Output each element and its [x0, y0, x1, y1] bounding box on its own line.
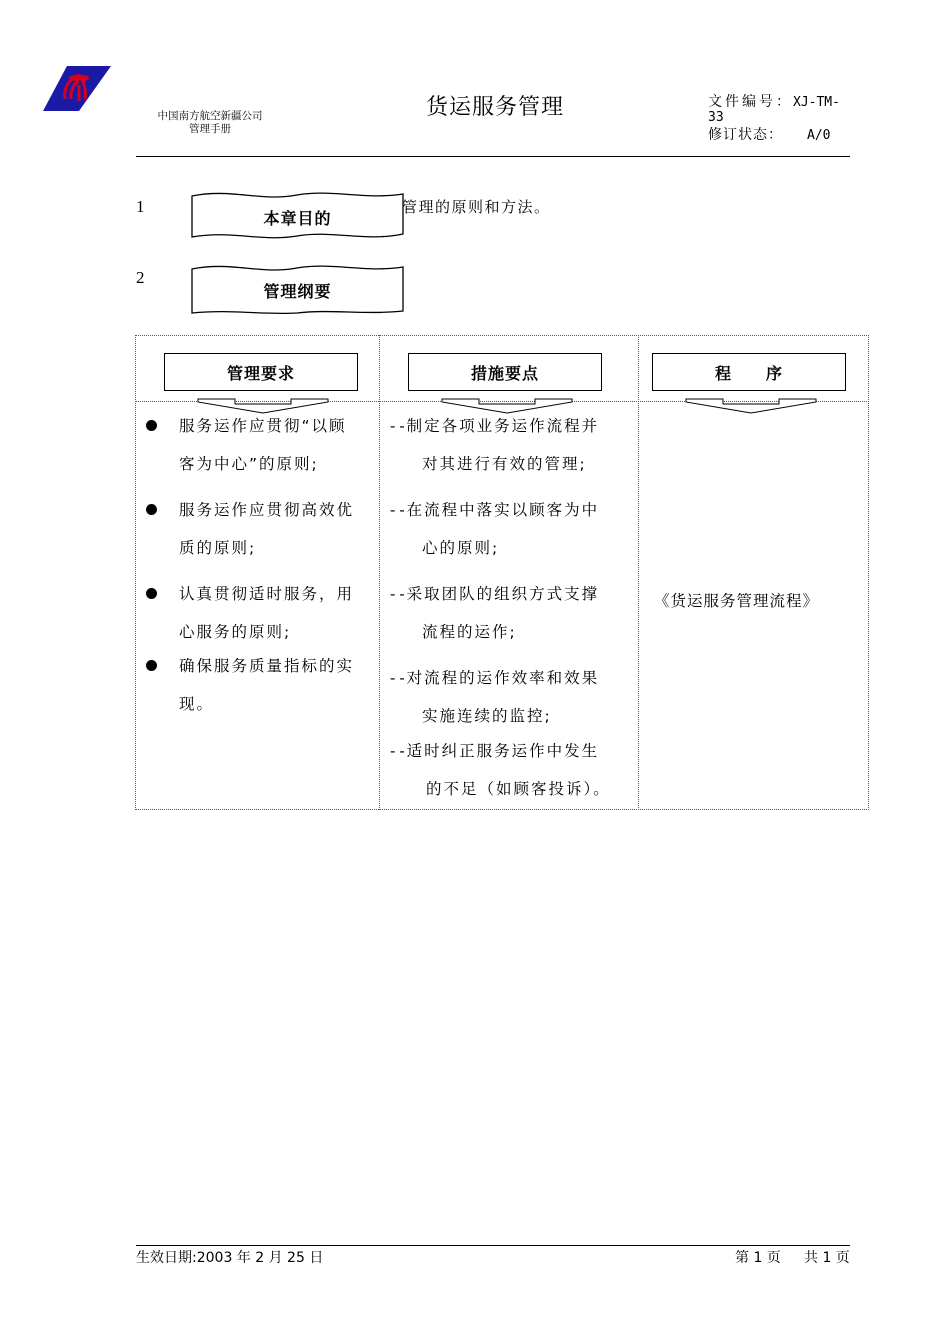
section-2-number: 2 — [136, 268, 145, 287]
doc-number-wrap: 33 — [708, 110, 724, 125]
doc-number-label: 文件编号： — [708, 94, 793, 110]
page-number: 第 1 页 — [735, 1250, 781, 1266]
list-item: --采取团队的组织方式支撑 流程的运作; — [388, 585, 600, 641]
document-title: 货运服务管理 — [425, 95, 564, 120]
revision-status — [708, 127, 830, 144]
list-item: --适时纠正服务运作中发生 的不足（如顾客投诉）。 — [388, 742, 611, 798]
revision-value: A/0 — [807, 128, 831, 143]
section-1-text: 管理的原则和方法。 — [402, 198, 551, 216]
section-1-number: 1 — [136, 197, 145, 216]
table-divider-2 — [638, 335, 639, 810]
bullet-icon — [146, 588, 157, 599]
procedure-reference: 《货运服务管理流程》 — [654, 592, 820, 610]
header-measures: 措施要点 — [408, 353, 602, 391]
arrow-down-icon — [685, 398, 817, 414]
header-procedure: 程 序 — [652, 353, 846, 391]
header-requirements: 管理要求 — [164, 353, 358, 391]
list-item: --对流程的运作效率和效果 实施连续的监控; — [388, 669, 600, 725]
header-rule — [136, 156, 850, 157]
footer-rule — [136, 1245, 850, 1246]
company-name — [140, 110, 280, 136]
section-1-label: 本章目的 — [263, 209, 332, 228]
company-line1: 中国南方航空新疆公司 — [157, 110, 263, 122]
measures-list — [388, 407, 638, 807]
page-total: 共 1 页 — [804, 1250, 850, 1266]
airline-logo — [43, 63, 111, 113]
requirements-list: 服务运作应贯彻“以顾 客为中心”的原则; 服务运作应贯彻高效优 质的原则; 认真贯彻适时服务，用 心服务的原则; 确保服务质量指标的实 现。 — [146, 407, 376, 727]
bullet-icon — [146, 420, 157, 431]
doc-number — [708, 94, 840, 111]
bullet-icon — [146, 660, 157, 671]
effective-date: 生效日期:2003 年 2 月 25 日 — [136, 1250, 324, 1266]
revision-label: 修订状态： — [708, 127, 783, 143]
company-line2: 管理手册 — [189, 123, 231, 135]
section-2-label: 管理纲要 — [263, 282, 332, 301]
list-item: --制定各项业务运作流程并 对其进行有效的管理; — [388, 417, 600, 473]
list-item: --在流程中落实以顾客为中 心的原则; — [388, 501, 600, 557]
table-divider-1 — [379, 335, 380, 810]
bullet-icon — [146, 504, 157, 515]
doc-number-value: XJ-TM- — [793, 95, 840, 110]
